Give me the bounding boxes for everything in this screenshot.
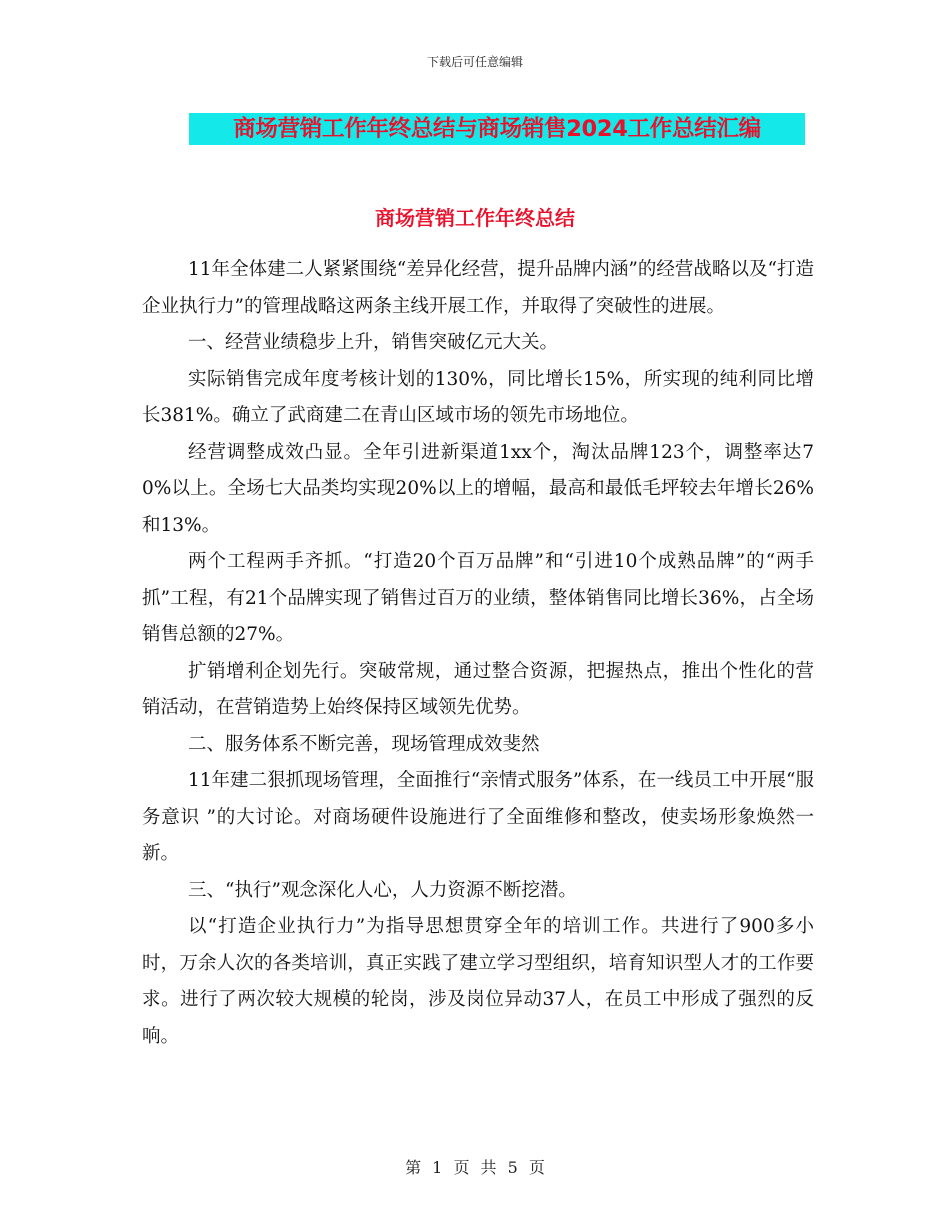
paragraph: 扩销增利企划先行。突破常规，通过整合资源，把握热点，推出个性化的营销活动，在营销造势上始终保持区域领先优势。 [142,660,814,718]
document-title: 商场营销工作年终总结与商场销售2024工作总结汇编 [189,113,805,145]
section-heading: 三、“执行”观念深化人心，人力资源不断挖潜。 [188,879,577,901]
paragraph: 实际销售完成年度考核计划的130%，同比增长15%，所实现的纯利同比增长381%。确立了武商建二在青山区域市场的领先市场地位。 [142,368,814,426]
paragraph: 11年全体建二人紧紧围绕“差异化经营，提升品牌内涵”的经营战略以及“打造企业执行力”的管理战略这两条主线开展工作，并取得了突破性的进展。 [142,259,814,317]
paragraph: 两个工程两手齐抓。“打造20个百万品牌”和“引进10个成熟品牌”的“两手抓”工程，有21个品牌实现了销售过百万的业绩，整体销售同比增长36%，占全场销售总额的27%。 [142,551,814,645]
page-number: 第 1 页 共 5 页 [405,1158,545,1177]
section-heading: 一、经营业绩稳步上升，销售突破亿元大关。 [188,332,559,353]
paragraph: 经营调整成效凸显。全年引进新渠道1xx个，淘汰品牌123个，调整率达70%以上。全场七大品类均实现20%以上的增幅，最高和最低毛坪较去年增长26%和13%。 [142,441,814,536]
paragraph: 11年建二狠抓现场管理，全面推行“亲情式服务”体系，在一线员工中开展“服务意识 ”的大讨论。对商场硬件设施进行了全面维修和整改，使卖场形象焕然一新。 [142,770,814,864]
section-title: 商场营销工作年终总结 [375,206,575,230]
header-note: 下载后可任意编辑 [426,55,523,69]
paragraph: 以“打造企业执行力”为指导思想贯穿全年的培训工作。共进行了900多小时，万余人次的各类培训，真正实践了建立学习型组织，培育知识型人才的工作要求。进行了两次较大规模的轮岗，涉及岗位异动37人，在员工中形成了强烈的反响。 [142,916,814,1047]
section-heading: 二、服务体系不断完善，现场管理成效斐然 [188,733,540,755]
document-body [142,252,814,1055]
